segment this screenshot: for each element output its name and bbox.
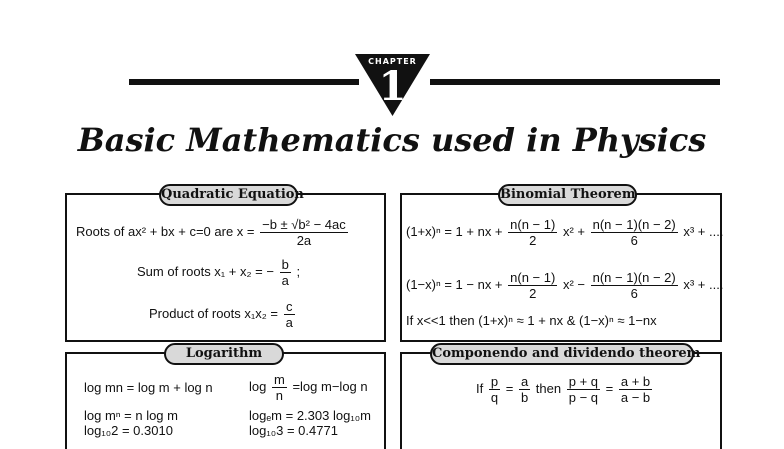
componendo-lead: If [476,380,484,396]
log-quotient-denominator: n [275,388,284,403]
roots-label: Roots of ax² + bx + c=0 are x = [76,223,255,239]
eq1-lead: (1+x)ⁿ = 1 + nx + [406,223,503,239]
product-formula [149,299,297,330]
log-quotient-lead: log [249,378,267,394]
log-quotient-numerator: m [273,372,285,387]
sum-label: Sum of roots x₁ + x₂ = − [137,263,274,279]
eq1-f2-numerator: n(n − 1)(n − 2) [592,217,676,232]
logarithm-box [65,346,386,449]
product-numerator: c [284,299,295,315]
eq2-f1-denominator: 2 [529,286,537,301]
componendo-heading: Componendo and dividendo theorem [430,343,694,365]
eq1-tail: x³ + .... [683,223,724,239]
roots-numerator: −b ± √b² − 4ac [262,217,346,232]
eq1-fraction-2 [591,217,678,248]
chapter-label: CHAPTER [368,57,417,66]
pq-sum: p + q [568,374,599,389]
header-rule-left [129,79,359,85]
log10-of-3: log₁₀3 = 0.4771 [249,423,338,438]
componendo-then: then [535,380,562,396]
eq2-lead: (1−x)ⁿ = 1 − nx + [406,276,503,292]
log-quotient-fraction [272,372,287,403]
binomial-heading: Binomial Theorem [498,184,637,206]
log10-of-2: log₁₀2 = 0.3010 [84,423,173,438]
ratio-pq-sum-diff [567,374,600,405]
log-natural-conversion: logₑm = 2.303 log₁₀m [249,408,371,423]
sum-formula [137,257,300,288]
equals-sign-2: = [605,380,614,396]
eq1-f1-denominator: 2 [529,233,537,248]
ratio-a-b [519,374,530,405]
eq2-fraction-1 [508,270,557,301]
ratio-a: a [520,374,529,389]
page-title: Basic Mathematics used in Physics [77,121,707,159]
roots-formula [76,217,350,248]
componendo-dividendo-box [400,346,722,449]
logarithm-heading: Logarithm [164,343,284,365]
chapter-number: 1 [378,63,407,110]
log-product-rule: log mn = log m + log n [84,380,213,395]
binomial-expansion-plus [406,217,723,248]
ab-diff: a − b [620,390,651,405]
eq1-mid: x² + [562,223,585,239]
roots-fraction [260,217,348,248]
binomial-approximation: If x<<1 then (1+x)ⁿ ≈ 1 + nx & (1−x)ⁿ ≈ 1−nx [406,313,657,328]
log-quotient-tail: =log m−log n [292,378,368,394]
ratio-q: q [490,390,499,405]
eq1-f1-numerator: n(n − 1) [510,217,556,232]
log-power-rule: log mⁿ = n log m [84,408,178,423]
quadratic-equation-box [65,187,386,342]
sum-fraction [280,257,291,288]
eq2-tail: x³ + .... [683,276,724,292]
eq2-fraction-2 [591,270,678,301]
ratio-ab-sum-diff [619,374,652,405]
sum-denominator: a [281,273,289,288]
product-denominator: a [285,315,293,330]
ratio-p-q [489,374,500,405]
eq2-f2-numerator: n(n − 1)(n − 2) [592,270,676,285]
eq2-f2-denominator: 6 [630,286,638,301]
roots-denominator: 2a [296,233,312,248]
product-label: Product of roots x₁x₂ = [149,305,279,321]
binomial-theorem-box [400,187,724,342]
quadratic-heading: Quadratic Equation [159,184,298,206]
equals-sign-1: = [505,380,514,396]
ratio-p: p [490,374,499,389]
pq-diff: p − q [568,390,599,405]
product-fraction [284,299,295,330]
header-rule-right [430,79,720,85]
ratio-b: b [520,390,529,405]
eq2-f1-numerator: n(n − 1) [510,270,556,285]
componendo-formula [476,374,654,405]
ab-sum: a + b [620,374,651,389]
log-quotient-rule [249,372,368,403]
sum-tail: ; [296,263,301,279]
sum-numerator: b [281,257,289,272]
binomial-expansion-minus [406,270,723,301]
eq1-f2-denominator: 6 [630,233,638,248]
eq1-fraction-1 [508,217,557,248]
eq2-mid: x² − [562,276,585,292]
